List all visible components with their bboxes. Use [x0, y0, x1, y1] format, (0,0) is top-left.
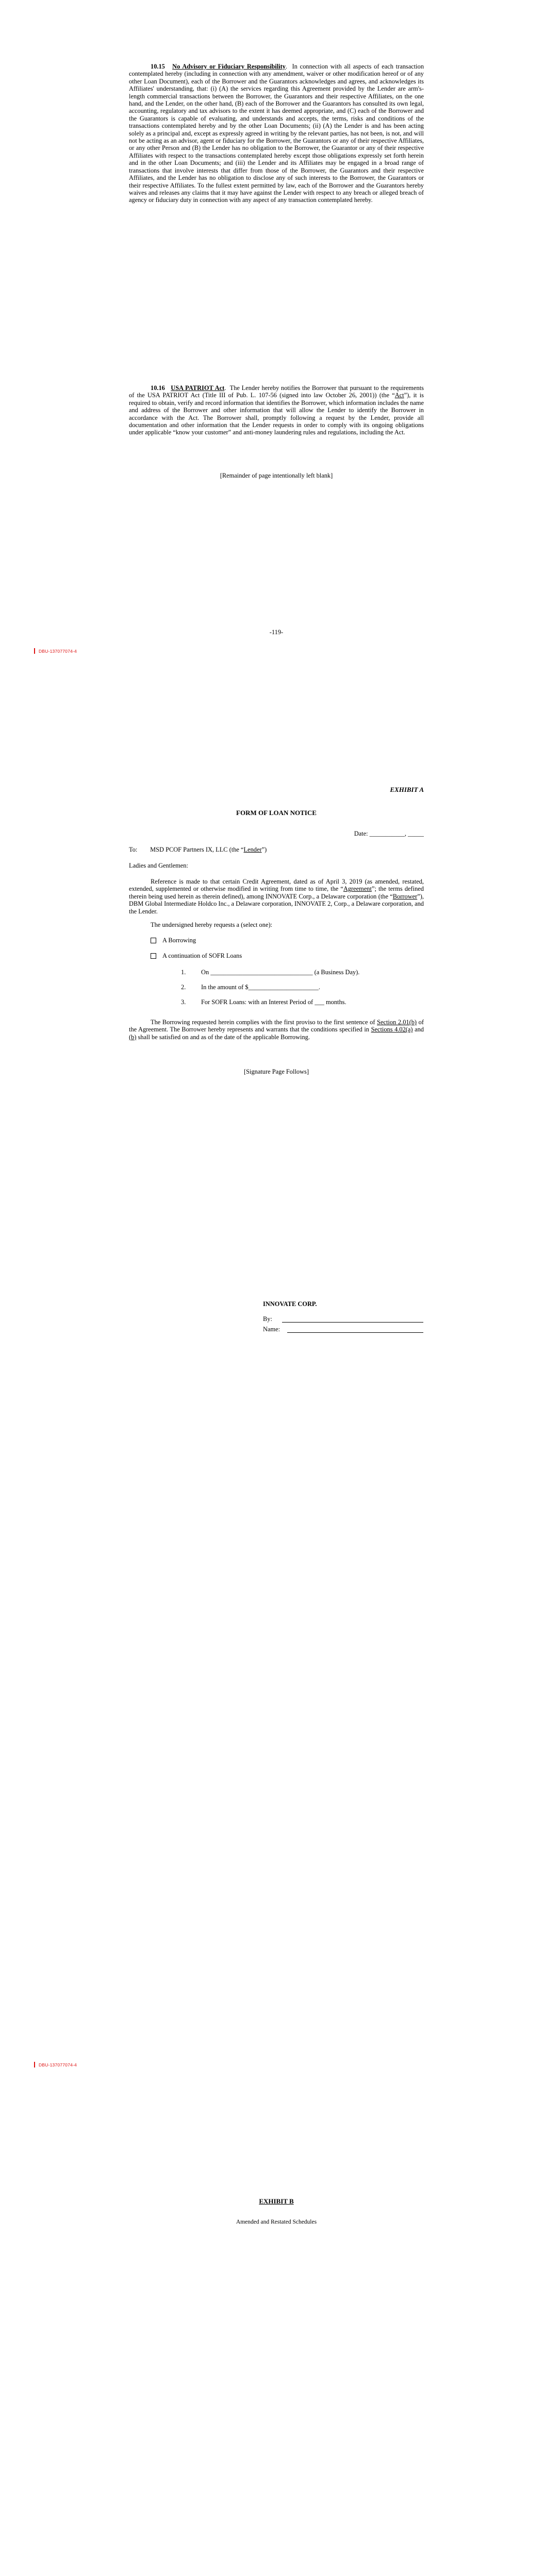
item-1-number: 1. — [181, 969, 186, 976]
section-10-16 — [129, 384, 424, 436]
section-10-15-body: In connection with all aspects of each transaction contemplated hereby (including in connection with any amendment, waiver or other modification hereof or of any other Loan Document), each of the Borrower and the Guarantors acknowledges and agrees, and acknowledges its Affiliates' understanding, that: (i) (A) the services regarding this Agreement provided by the Lender are arm's-length commercial transactions between the Borrower, the Guarantors and their respective Affiliates, on the one hand, and the Lender, on the other hand, (B) each of the Borrower and the Guarantors has consulted its own legal, accounting, regulatory and tax advisors to the extent it has deemed appropriate, and (C) each of the Borrower and the Guarantors is capable of evaluating, and understands and accepts, the terms, risks and conditions of the transactions contemplated hereby and by the other Loan Documents; (ii) (A) the Lender is and has been acting solely as a principal and, except as expressly agreed in writing by the relevant parties, has not been, is not, and will not be acting as an advisor, agent or fiduciary for the Borrower, the Guarantors or any of their respective Affiliates, or any other Person and (B) the Lender has no obligation to the Borrower, the Guarantor or any of their respective Affiliates with respect to the transactions contemplated hereby except those obligations expressly set forth herein and in the other Loan Documents; and (iii) the Lender and its Affiliates may be engaged in a broad range of transactions that involve interests that differ from those of the Borrower, the Guarantors and their respective Affiliates, and the Lender has no obligation to disclose any of such interests to the Borrower, the Guarantors or their respective Affiliates. To the fullest extent permitted by law, each of the Borrower and the Guarantors hereby waives and releases any claims that it may have against the Lender with respect to any breach or alleged breach of agency or fiduciary duty in connection with any aspect of any transaction contemplated hereby. — [129, 63, 424, 204]
section-b-ref: (b) — [129, 1033, 137, 1041]
to-name: MSD PCOF Partners IX, LLC (the “ — [150, 846, 244, 853]
business-day-field[interactable]: ________________________________ — [210, 969, 313, 976]
section-2-01b-ref: Section 2.01(b) — [377, 1019, 417, 1026]
section-10-15-paragraph: 10.15 No Advisory or Fiduciary Responsibility. In connection with all aspects of each transaction contemplated hereby (including in connection with any amendment, waiver or other modification hereof or of any other Loan Document), each of the Borrower and the Guarantors acknowledges and agrees, and acknowledges its Affiliates' understanding, that: (i) (A) the services regarding this Agreement provided by the Lender are arm's-length commercial transactions between the Borrower, the Guarantors and their respective Affiliates, on the one hand, and the Lender, on the other hand, (B) each of the Borrower and the Guarantors has consulted its own legal, accounting, regulatory and tax advisors to the extent it has deemed appropriate, and (C) each of the Borrower and the Guarantors is capable of evaluating, and understands and accepts, the terms, risks and conditions of the transactions contemplated hereby and by the other Loan Documents; (ii) (A) the Lender is and has been acting solely as a principal and, except as expressly agreed in writing by the relevant parties, has not been, is not, and will not be acting as an advisor, agent or fiduciary for the Borrower, the Guarantors or any of their respective Affiliates, or any other Person and (B) the Lender has no obligation to the Borrower, the Guarantor or any of their respective Affiliates with respect to the transactions contemplated hereby except those obligations expressly set forth herein and in the other Loan Documents; and (iii) the Lender and its Affiliates may be engaged in a broad range of transactions that involve interests that differ from those of the Borrower, the Guarantors and their respective Affiliates, and the Lender has no obligation to disclose any of such interests to the Borrower, the Guarantors or their respective Affiliates. To the fullest extent permitted by law, each of the Borrower and the Guarantors hereby waives and releases any claims that it may have against the Lender with respect to any breach or alleged breach of agency or fiduciary duty in connection with any aspect of any transaction contemplated hereby. — [129, 63, 424, 204]
amount-field[interactable]: ______________________ — [248, 984, 319, 991]
complies-paragraph: The Borrowing requested herein complies with the first proviso to the first sentence of Section 2.01(b) of the Agreement. The Borrower hereby represents and warrants that the conditions specified in Sections 4.02(a) and (b) shall be satisfied on and as of the date of the applicable Borrowing. — [129, 1019, 424, 1041]
addressee — [129, 846, 424, 853]
date-line — [129, 830, 424, 837]
signature-company: INNOVATE CORP. — [263, 1300, 317, 1308]
item-2-text: In the amount of $______________________. — [201, 984, 320, 991]
item-2-number: 2. — [181, 984, 186, 991]
exhibit-a-label: EXHIBIT A — [390, 786, 424, 793]
item-amount — [129, 984, 424, 991]
borrower-term: Borrower — [392, 892, 418, 900]
section-4-02a-ref: Sections 4.02(a) — [371, 1026, 413, 1033]
continuation-checkbox[interactable] — [151, 953, 156, 959]
page-2 — [0, 701, 545, 2102]
footer-marker — [34, 2062, 35, 2067]
loan-notice-title: FORM OF LOAN NOTICE — [236, 809, 317, 817]
section-10-15-title: No Advisory or Fiduciary Responsibility — [172, 63, 286, 70]
section-10-16-body-b: ”), it is required to obtain, verify and record information that identifies the Borrower, which information includes the name and address of the Borrower and other information that will allow the Lender to identify the Borrower in accordance with the Act. The Borrower shall, promptly following a request by the Lender, provide all documentation and other information that the Lender requests in order to comply with its ongoing obligations under applicable “know your customer” and anti-money laundering rules and regulations, including the Act. — [129, 392, 424, 436]
signature-name-label: Name: — [263, 1326, 280, 1333]
request-intro: The undersigned hereby requests a (select one): — [151, 921, 273, 928]
page-number: -119- — [269, 629, 284, 636]
signature-name-line[interactable] — [287, 1332, 423, 1333]
section-10-16-title: USA PATRIOT Act — [171, 384, 225, 392]
request-items — [129, 969, 424, 1013]
reference-text-a: Reference is made to that certain Credit Agreement, dated as of April 3, 2019 (as amended, restated, extended, supplemented or otherwise modified in writing from time to time, the “ — [129, 878, 424, 893]
reference-paragraph — [129, 878, 424, 915]
option-continuation-label: A continuation of SOFR Loans — [162, 952, 242, 959]
exhibit-b-label: EXHIBIT B — [259, 2197, 294, 2205]
item-3-number: 3. — [181, 998, 186, 1006]
section-10-16-paragraph: 10.16 USA PATRIOT Act. The Lender hereby notifies the Borrower that pursuant to the requirements of the USA PATRIOT Act (Title III of Pub. L. 107-56 (signed into law October 26, 2001)) (the “Act”), it is required to obtain, verify and record information that identifies the Borrower, which information includes the name and address of the Borrower and other information that will allow the Lender to identify the Borrower in accordance with the Act. The Borrower shall, promptly following a request by the Lender, provide all documentation and other information that the Lender requests in order to comply with its ongoing obligations under applicable “know your customer” and anti-money laundering rules and regulations, including the Act. — [129, 384, 424, 436]
date-blank: ___________, _____ — [369, 830, 424, 837]
page-3 — [0, 2102, 545, 2576]
date-label: Date: — [354, 830, 368, 837]
page-1 — [0, 0, 545, 701]
interest-period-field[interactable]: ___ — [315, 998, 324, 1006]
borrowing-checkbox[interactable] — [151, 938, 156, 943]
agreement-term: Agreement — [343, 885, 372, 893]
signature-follows-note: [Signature Page Follows] — [244, 1068, 309, 1075]
exhibit-b-subtitle: Amended and Restated Schedules — [236, 2219, 317, 2225]
section-10-16-act-term: Act — [394, 392, 404, 399]
option-borrowing-label: A Borrowing — [162, 937, 196, 944]
to-label: To: — [129, 846, 138, 853]
section-10-15 — [129, 63, 424, 204]
reference-text-b: ”; the terms defined therein being used herein as therein defined), among INNOVATE Corp., a Delaware corporation (the “ — [129, 885, 424, 900]
lender-term: Lender — [243, 846, 262, 853]
item-3-text: For SOFR Loans: with an Interest Period of ___ months. — [201, 998, 346, 1006]
reference-text-c: ”), DBM Global Intermediate Holdco Inc., a Delaware corporation, INNOVATE 2, Corp., a Delaware corporation, and the Lender. — [129, 892, 424, 915]
salutation: Ladies and Gentlemen: — [129, 862, 188, 869]
remainder-blank-note: [Remainder of page intentionally left blank] — [220, 472, 333, 479]
document-id: DBU-137077074-4 — [39, 2062, 77, 2067]
signature-by-label: By: — [263, 1315, 272, 1323]
item-interest-period — [129, 998, 424, 1006]
item-1-text: On ________________________________ (a Business Day). — [201, 969, 360, 976]
to-close: ”) — [261, 846, 267, 853]
item-date — [129, 969, 424, 976]
option-borrowing[interactable] — [129, 937, 424, 944]
signature-by-line[interactable] — [282, 1322, 423, 1323]
option-continuation[interactable] — [129, 952, 424, 959]
footer-marker — [34, 648, 35, 654]
section-10-15-number: 10.15 — [151, 63, 165, 70]
section-10-16-body-a: The Lender hereby notifies the Borrower that pursuant to the requirements of the USA PATRIOT Act (Title III of Pub. L. 107-56 (signed into law October 26, 2001)) (the “ — [129, 384, 424, 399]
section-10-16-number: 10.16 — [151, 384, 165, 392]
document-id: DBU-137077074-4 — [39, 649, 77, 654]
